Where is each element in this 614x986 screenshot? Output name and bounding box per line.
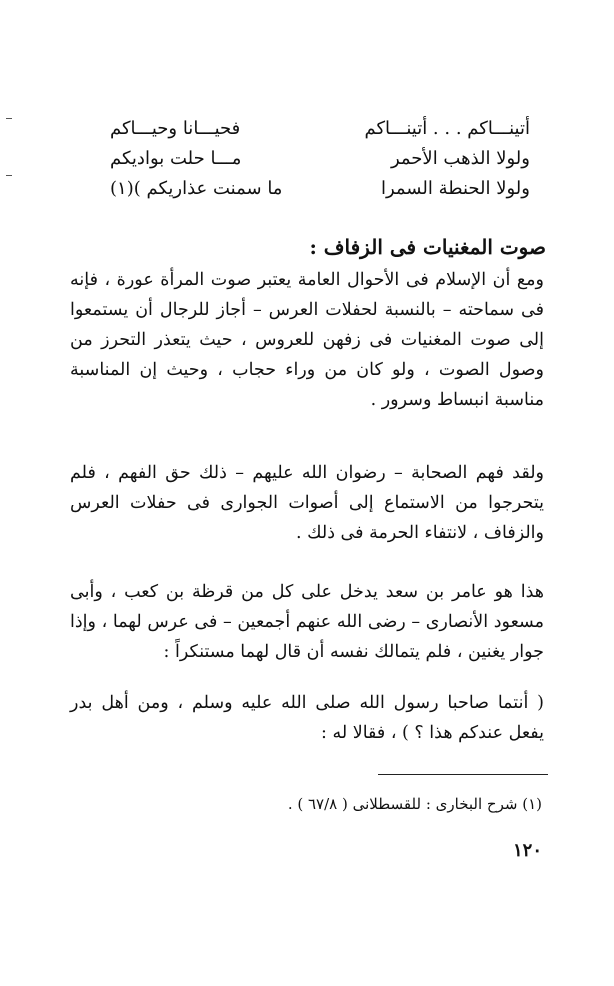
page-number: ١٢٠ xyxy=(512,840,542,861)
footnote-separator xyxy=(378,774,548,775)
verse-first-hemistich: أتينـــاكم . . . أتينـــاكم xyxy=(364,118,530,139)
verse-first-hemistich: ولولا الحنطة السمرا xyxy=(380,178,530,199)
margin-mark xyxy=(6,118,12,119)
verse-second-hemistich: فحيـــانا وحيـــاكم xyxy=(110,118,241,139)
margin-mark xyxy=(6,175,12,176)
poem-verse-2 xyxy=(110,148,530,178)
section-heading: صوت المغنيات فى الزفاف : xyxy=(309,235,546,259)
poem-verse-1 xyxy=(110,118,530,148)
verse-first-hemistich: ولولا الذهب الأحمر xyxy=(390,148,530,169)
poem-verse-3 xyxy=(110,178,530,208)
footnote: (١) شرح البخارى : للقسطلانى ( ٦٧/٨ ) . xyxy=(287,795,542,813)
verse-second-hemistich: مـــا حلت بواديكم xyxy=(110,148,242,169)
paragraph-4: ( أنتما صاحبا رسول الله صلى الله عليه وسلم ، ومن أهل بدر يفعل عندكم هذا ؟ ) ، فقالا له : xyxy=(70,693,544,743)
paragraph-2: ولقد فهم الصحابة – رضوان الله عليهم – ذلك حق الفهم ، فلم يتحرجوا من الاستماع إلى أصوات الجوارى فى حفلات العرس والزفاف ، لانتفاء الحرمة فى ذلك . xyxy=(70,463,544,543)
paragraph-1: ومع أن الإسلام فى الأحوال العامة يعتبر صوت المرأة عورة ، فإنه فى سماحته – بالنسبة لحفلات العرس – أجاز للرجال أن يستمعوا إلى صوت المغنيات فى زفهن للعروس ، حيث يتعذر التحرز من وصول الصوت ، ولو كان من وراء حجاب ، وحيث إن المناسبة مناسبة انبساط وسرور . xyxy=(70,270,544,410)
paragraph-3: هذا هو عامر بن سعد يدخل على كل من قرظة بن كعب ، وأبى مسعود الأنصارى – رضى الله عنهم أجمعين – فى عرس لهما ، وإذا جوار يغنين ، فلم يتمالك نفسه أن قال لهما مستنكراً : xyxy=(70,582,544,662)
verse-second-hemistich: ما سمنت عذاريكم )(١) xyxy=(110,178,283,199)
